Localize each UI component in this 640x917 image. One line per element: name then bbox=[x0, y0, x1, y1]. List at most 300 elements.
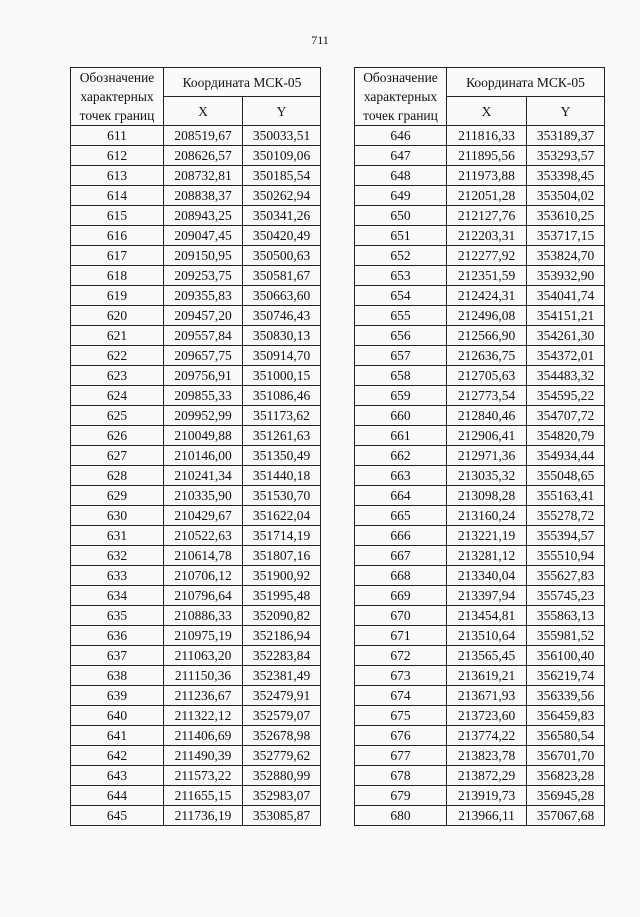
coordinates-table-left bbox=[70, 67, 321, 826]
y-coordinate-cell: 350663,60 bbox=[243, 286, 321, 306]
table-row bbox=[355, 386, 605, 406]
table-row bbox=[71, 646, 321, 666]
table-row bbox=[355, 686, 605, 706]
y-coordinate-cell: 353717,15 bbox=[527, 226, 605, 246]
y-coordinate-cell: 350500,63 bbox=[243, 246, 321, 266]
table-row bbox=[71, 626, 321, 646]
x-coordinate-cell: 211655,15 bbox=[164, 786, 243, 806]
point-number-cell: 666 bbox=[355, 526, 447, 546]
y-coordinate-cell: 353398,45 bbox=[527, 166, 605, 186]
point-number-cell: 661 bbox=[355, 426, 447, 446]
x-coordinate-cell: 209355,83 bbox=[164, 286, 243, 306]
y-coordinate-cell: 350746,43 bbox=[243, 306, 321, 326]
table-row bbox=[71, 586, 321, 606]
x-coordinate-cell: 213966,11 bbox=[447, 806, 527, 826]
x-coordinate-cell: 213454,81 bbox=[447, 606, 527, 626]
x-coordinate-cell: 209253,75 bbox=[164, 266, 243, 286]
table-row bbox=[355, 726, 605, 746]
table-row bbox=[71, 726, 321, 746]
x-coordinate-cell: 213671,93 bbox=[447, 686, 527, 706]
table-row bbox=[71, 146, 321, 166]
point-number-cell: 655 bbox=[355, 306, 447, 326]
point-number-cell: 680 bbox=[355, 806, 447, 826]
y-coordinate-cell: 350341,26 bbox=[243, 206, 321, 226]
table-row bbox=[71, 166, 321, 186]
table-row bbox=[355, 586, 605, 606]
table-row bbox=[355, 486, 605, 506]
y-coordinate-cell: 351995,48 bbox=[243, 586, 321, 606]
table-row bbox=[355, 606, 605, 626]
y-coordinate-cell: 357067,68 bbox=[527, 806, 605, 826]
coordinate-group-header: Координата МСК-05 bbox=[447, 68, 605, 97]
y-coordinate-cell: 351086,46 bbox=[243, 386, 321, 406]
y-coordinate-cell: 355278,72 bbox=[527, 506, 605, 526]
point-number-cell: 620 bbox=[71, 306, 164, 326]
y-coordinate-cell: 351173,62 bbox=[243, 406, 321, 426]
y-coordinate-cell: 355163,41 bbox=[527, 486, 605, 506]
point-number-cell: 633 bbox=[71, 566, 164, 586]
x-coordinate-cell: 213723,60 bbox=[447, 706, 527, 726]
y-coordinate-cell: 351714,19 bbox=[243, 526, 321, 546]
point-header-line-2: характерных bbox=[80, 89, 154, 104]
y-coordinate-cell: 351440,18 bbox=[243, 466, 321, 486]
x-coordinate-cell: 212051,28 bbox=[447, 186, 527, 206]
coordinate-group-header: Координата МСК-05 bbox=[164, 68, 321, 97]
x-coordinate-cell: 210146,00 bbox=[164, 446, 243, 466]
x-coordinate-cell: 210522,63 bbox=[164, 526, 243, 546]
point-designation-header bbox=[71, 68, 164, 126]
table-row bbox=[71, 306, 321, 326]
point-number-cell: 630 bbox=[71, 506, 164, 526]
x-coordinate-cell: 212705,63 bbox=[447, 366, 527, 386]
table-row bbox=[355, 206, 605, 226]
x-coordinate-cell: 211816,33 bbox=[447, 126, 527, 146]
table-row bbox=[355, 346, 605, 366]
point-number-cell: 629 bbox=[71, 486, 164, 506]
table-row bbox=[355, 526, 605, 546]
table-row bbox=[355, 246, 605, 266]
y-coordinate-cell: 350185,54 bbox=[243, 166, 321, 186]
y-coordinate-cell: 350830,13 bbox=[243, 326, 321, 346]
x-coordinate-cell: 210706,12 bbox=[164, 566, 243, 586]
y-coordinate-cell: 355863,13 bbox=[527, 606, 605, 626]
table-row bbox=[71, 506, 321, 526]
y-coordinate-cell: 354820,79 bbox=[527, 426, 605, 446]
x-coordinate-cell: 213919,73 bbox=[447, 786, 527, 806]
y-coordinate-cell: 350581,67 bbox=[243, 266, 321, 286]
table-row bbox=[355, 406, 605, 426]
table-row bbox=[355, 626, 605, 646]
point-number-cell: 649 bbox=[355, 186, 447, 206]
table-row bbox=[71, 286, 321, 306]
table-row bbox=[71, 786, 321, 806]
point-number-cell: 675 bbox=[355, 706, 447, 726]
y-coordinate-cell: 353085,87 bbox=[243, 806, 321, 826]
x-coordinate-cell: 212127,76 bbox=[447, 206, 527, 226]
x-coordinate-cell: 209557,84 bbox=[164, 326, 243, 346]
point-number-cell: 673 bbox=[355, 666, 447, 686]
point-designation-header bbox=[355, 68, 447, 126]
point-number-cell: 612 bbox=[71, 146, 164, 166]
point-number-cell: 677 bbox=[355, 746, 447, 766]
table-row bbox=[355, 266, 605, 286]
table-row bbox=[355, 646, 605, 666]
table-row bbox=[71, 686, 321, 706]
y-coordinate-cell: 354934,44 bbox=[527, 446, 605, 466]
point-number-cell: 651 bbox=[355, 226, 447, 246]
point-number-cell: 678 bbox=[355, 766, 447, 786]
y-coordinate-cell: 352983,07 bbox=[243, 786, 321, 806]
x-coordinate-cell: 210335,90 bbox=[164, 486, 243, 506]
point-number-cell: 672 bbox=[355, 646, 447, 666]
y-coordinate-cell: 351807,16 bbox=[243, 546, 321, 566]
y-coordinate-cell: 352479,91 bbox=[243, 686, 321, 706]
table-row bbox=[71, 246, 321, 266]
page-number: 711 bbox=[311, 33, 329, 47]
x-coordinate-cell: 211895,56 bbox=[447, 146, 527, 166]
x-coordinate-cell: 211736,19 bbox=[164, 806, 243, 826]
table-row bbox=[355, 366, 605, 386]
x-coordinate-cell: 213098,28 bbox=[447, 486, 527, 506]
point-number-cell: 671 bbox=[355, 626, 447, 646]
point-number-cell: 632 bbox=[71, 546, 164, 566]
x-coordinate-cell: 212971,36 bbox=[447, 446, 527, 466]
table-row bbox=[355, 766, 605, 786]
x-coordinate-cell: 210429,67 bbox=[164, 506, 243, 526]
point-number-cell: 647 bbox=[355, 146, 447, 166]
y-coordinate-cell: 351000,15 bbox=[243, 366, 321, 386]
x-coordinate-cell: 213510,64 bbox=[447, 626, 527, 646]
table-row bbox=[355, 466, 605, 486]
point-header-line-2: характерных bbox=[363, 89, 438, 104]
table-header bbox=[71, 68, 321, 126]
point-number-cell: 638 bbox=[71, 666, 164, 686]
y-coordinate-cell: 352283,84 bbox=[243, 646, 321, 666]
point-number-cell: 619 bbox=[71, 286, 164, 306]
point-number-cell: 637 bbox=[71, 646, 164, 666]
y-coordinate-cell: 354595,22 bbox=[527, 386, 605, 406]
point-number-cell: 625 bbox=[71, 406, 164, 426]
point-number-cell: 627 bbox=[71, 446, 164, 466]
y-coordinate-cell: 353293,57 bbox=[527, 146, 605, 166]
table-row bbox=[71, 266, 321, 286]
x-coordinate-cell: 213823,78 bbox=[447, 746, 527, 766]
y-coordinate-cell: 355394,57 bbox=[527, 526, 605, 546]
y-coordinate-cell: 355048,65 bbox=[527, 466, 605, 486]
point-number-cell: 613 bbox=[71, 166, 164, 186]
point-number-cell: 645 bbox=[71, 806, 164, 826]
point-number-cell: 659 bbox=[355, 386, 447, 406]
table-row bbox=[355, 146, 605, 166]
x-coordinate-cell: 208519,67 bbox=[164, 126, 243, 146]
table-row bbox=[71, 666, 321, 686]
table-row bbox=[71, 346, 321, 366]
x-coordinate-cell: 212496,08 bbox=[447, 306, 527, 326]
table-row bbox=[71, 446, 321, 466]
y-coordinate-cell: 353189,37 bbox=[527, 126, 605, 146]
x-header: X bbox=[447, 97, 527, 126]
point-number-cell: 648 bbox=[355, 166, 447, 186]
x-coordinate-cell: 209457,20 bbox=[164, 306, 243, 326]
point-number-cell: 657 bbox=[355, 346, 447, 366]
x-coordinate-cell: 208838,37 bbox=[164, 186, 243, 206]
table-row bbox=[71, 766, 321, 786]
y-coordinate-cell: 352779,62 bbox=[243, 746, 321, 766]
x-coordinate-cell: 213035,32 bbox=[447, 466, 527, 486]
table-row bbox=[355, 126, 605, 146]
y-coordinate-cell: 352381,49 bbox=[243, 666, 321, 686]
x-coordinate-cell: 208626,57 bbox=[164, 146, 243, 166]
x-coordinate-cell: 213221,19 bbox=[447, 526, 527, 546]
table-row bbox=[71, 366, 321, 386]
x-coordinate-cell: 213340,04 bbox=[447, 566, 527, 586]
table-row bbox=[71, 746, 321, 766]
table-header bbox=[355, 68, 605, 126]
x-coordinate-cell: 212277,92 bbox=[447, 246, 527, 266]
table-row bbox=[355, 426, 605, 446]
point-number-cell: 636 bbox=[71, 626, 164, 646]
table-row bbox=[355, 506, 605, 526]
x-coordinate-cell: 213281,12 bbox=[447, 546, 527, 566]
point-number-cell: 628 bbox=[71, 466, 164, 486]
x-coordinate-cell: 209756,91 bbox=[164, 366, 243, 386]
x-coordinate-cell: 212203,31 bbox=[447, 226, 527, 246]
y-coordinate-cell: 356823,28 bbox=[527, 766, 605, 786]
y-coordinate-cell: 356459,83 bbox=[527, 706, 605, 726]
x-coordinate-cell: 210614,78 bbox=[164, 546, 243, 566]
x-coordinate-cell: 213565,45 bbox=[447, 646, 527, 666]
y-coordinate-cell: 353504,02 bbox=[527, 186, 605, 206]
x-coordinate-cell: 209047,45 bbox=[164, 226, 243, 246]
table-row bbox=[71, 126, 321, 146]
point-number-cell: 679 bbox=[355, 786, 447, 806]
point-number-cell: 642 bbox=[71, 746, 164, 766]
x-coordinate-cell: 211322,12 bbox=[164, 706, 243, 726]
y-coordinate-cell: 353610,25 bbox=[527, 206, 605, 226]
y-coordinate-cell: 356339,56 bbox=[527, 686, 605, 706]
table-row bbox=[355, 226, 605, 246]
point-header-line-1: Обозначение bbox=[363, 70, 438, 85]
table-row bbox=[355, 706, 605, 726]
table-row bbox=[355, 806, 605, 826]
y-coordinate-cell: 355745,23 bbox=[527, 586, 605, 606]
table-row bbox=[355, 786, 605, 806]
point-number-cell: 631 bbox=[71, 526, 164, 546]
y-coordinate-cell: 352880,99 bbox=[243, 766, 321, 786]
y-coordinate-cell: 354483,32 bbox=[527, 366, 605, 386]
x-coordinate-cell: 212424,31 bbox=[447, 286, 527, 306]
point-number-cell: 623 bbox=[71, 366, 164, 386]
x-coordinate-cell: 212773,54 bbox=[447, 386, 527, 406]
x-coordinate-cell: 213160,24 bbox=[447, 506, 527, 526]
table-row bbox=[71, 206, 321, 226]
table-row bbox=[355, 186, 605, 206]
point-number-cell: 643 bbox=[71, 766, 164, 786]
x-coordinate-cell: 211406,69 bbox=[164, 726, 243, 746]
y-header: Y bbox=[527, 97, 605, 126]
y-coordinate-cell: 351900,92 bbox=[243, 566, 321, 586]
x-coordinate-cell: 211973,88 bbox=[447, 166, 527, 186]
x-coordinate-cell: 209150,95 bbox=[164, 246, 243, 266]
y-coordinate-cell: 354041,74 bbox=[527, 286, 605, 306]
table-row bbox=[71, 606, 321, 626]
x-coordinate-cell: 213397,94 bbox=[447, 586, 527, 606]
point-number-cell: 622 bbox=[71, 346, 164, 366]
x-coordinate-cell: 212351,59 bbox=[447, 266, 527, 286]
point-number-cell: 614 bbox=[71, 186, 164, 206]
coordinates-table-right bbox=[354, 67, 605, 826]
x-header: X bbox=[164, 97, 243, 126]
table-row bbox=[71, 186, 321, 206]
table-body bbox=[355, 126, 605, 826]
y-coordinate-cell: 351261,63 bbox=[243, 426, 321, 446]
point-number-cell: 662 bbox=[355, 446, 447, 466]
table-row bbox=[355, 666, 605, 686]
y-coordinate-cell: 354151,21 bbox=[527, 306, 605, 326]
point-header-line-3: точек границ bbox=[79, 108, 155, 123]
point-number-cell: 658 bbox=[355, 366, 447, 386]
x-coordinate-cell: 210796,64 bbox=[164, 586, 243, 606]
table-row bbox=[71, 466, 321, 486]
x-coordinate-cell: 212840,46 bbox=[447, 406, 527, 426]
y-coordinate-cell: 356219,74 bbox=[527, 666, 605, 686]
table-row bbox=[71, 806, 321, 826]
x-coordinate-cell: 213619,21 bbox=[447, 666, 527, 686]
point-number-cell: 654 bbox=[355, 286, 447, 306]
point-number-cell: 634 bbox=[71, 586, 164, 606]
table-row bbox=[71, 406, 321, 426]
x-coordinate-cell: 211236,67 bbox=[164, 686, 243, 706]
point-number-cell: 653 bbox=[355, 266, 447, 286]
x-coordinate-cell: 213774,22 bbox=[447, 726, 527, 746]
y-coordinate-cell: 351622,04 bbox=[243, 506, 321, 526]
y-coordinate-cell: 352678,98 bbox=[243, 726, 321, 746]
y-coordinate-cell: 354707,72 bbox=[527, 406, 605, 426]
y-coordinate-cell: 352090,82 bbox=[243, 606, 321, 626]
point-header-line-1: Обозначение bbox=[79, 70, 155, 85]
point-number-cell: 674 bbox=[355, 686, 447, 706]
x-coordinate-cell: 210049,88 bbox=[164, 426, 243, 446]
point-number-cell: 646 bbox=[355, 126, 447, 146]
x-coordinate-cell: 211490,39 bbox=[164, 746, 243, 766]
x-coordinate-cell: 213872,29 bbox=[447, 766, 527, 786]
table-row bbox=[355, 166, 605, 186]
x-coordinate-cell: 211573,22 bbox=[164, 766, 243, 786]
point-number-cell: 644 bbox=[71, 786, 164, 806]
point-number-cell: 656 bbox=[355, 326, 447, 346]
y-coordinate-cell: 353932,90 bbox=[527, 266, 605, 286]
table-row bbox=[71, 566, 321, 586]
table-row bbox=[71, 326, 321, 346]
table-row bbox=[71, 386, 321, 406]
point-number-cell: 617 bbox=[71, 246, 164, 266]
table-row bbox=[355, 286, 605, 306]
y-coordinate-cell: 350420,49 bbox=[243, 226, 321, 246]
y-coordinate-cell: 351350,49 bbox=[243, 446, 321, 466]
y-coordinate-cell: 356580,54 bbox=[527, 726, 605, 746]
y-coordinate-cell: 354261,30 bbox=[527, 326, 605, 346]
table-row bbox=[355, 746, 605, 766]
point-number-cell: 621 bbox=[71, 326, 164, 346]
x-coordinate-cell: 210886,33 bbox=[164, 606, 243, 626]
y-coordinate-cell: 350109,06 bbox=[243, 146, 321, 166]
table-row bbox=[71, 546, 321, 566]
x-coordinate-cell: 210975,19 bbox=[164, 626, 243, 646]
y-coordinate-cell: 352579,07 bbox=[243, 706, 321, 726]
point-number-cell: 635 bbox=[71, 606, 164, 626]
x-coordinate-cell: 209657,75 bbox=[164, 346, 243, 366]
x-coordinate-cell: 212636,75 bbox=[447, 346, 527, 366]
point-number-cell: 652 bbox=[355, 246, 447, 266]
y-coordinate-cell: 356701,70 bbox=[527, 746, 605, 766]
table-row bbox=[71, 526, 321, 546]
point-number-cell: 669 bbox=[355, 586, 447, 606]
point-number-cell: 670 bbox=[355, 606, 447, 626]
point-number-cell: 640 bbox=[71, 706, 164, 726]
table-row bbox=[71, 486, 321, 506]
point-header-line-3: точек границ bbox=[363, 108, 438, 123]
y-coordinate-cell: 350033,51 bbox=[243, 126, 321, 146]
table-row bbox=[71, 706, 321, 726]
table-row bbox=[355, 326, 605, 346]
y-coordinate-cell: 350262,94 bbox=[243, 186, 321, 206]
x-coordinate-cell: 208732,81 bbox=[164, 166, 243, 186]
y-coordinate-cell: 353824,70 bbox=[527, 246, 605, 266]
y-coordinate-cell: 355510,94 bbox=[527, 546, 605, 566]
point-number-cell: 660 bbox=[355, 406, 447, 426]
point-number-cell: 663 bbox=[355, 466, 447, 486]
x-coordinate-cell: 208943,25 bbox=[164, 206, 243, 226]
table-row bbox=[71, 226, 321, 246]
point-number-cell: 618 bbox=[71, 266, 164, 286]
x-coordinate-cell: 211063,20 bbox=[164, 646, 243, 666]
x-coordinate-cell: 212566,90 bbox=[447, 326, 527, 346]
point-number-cell: 668 bbox=[355, 566, 447, 586]
point-number-cell: 616 bbox=[71, 226, 164, 246]
x-coordinate-cell: 209952,99 bbox=[164, 406, 243, 426]
table-row bbox=[71, 426, 321, 446]
point-number-cell: 611 bbox=[71, 126, 164, 146]
point-number-cell: 626 bbox=[71, 426, 164, 446]
table-row bbox=[355, 546, 605, 566]
point-number-cell: 665 bbox=[355, 506, 447, 526]
y-coordinate-cell: 355627,83 bbox=[527, 566, 605, 586]
point-number-cell: 650 bbox=[355, 206, 447, 226]
point-number-cell: 667 bbox=[355, 546, 447, 566]
y-coordinate-cell: 356945,28 bbox=[527, 786, 605, 806]
y-coordinate-cell: 355981,52 bbox=[527, 626, 605, 646]
table-row bbox=[355, 566, 605, 586]
point-number-cell: 664 bbox=[355, 486, 447, 506]
y-coordinate-cell: 351530,70 bbox=[243, 486, 321, 506]
y-header: Y bbox=[243, 97, 321, 126]
x-coordinate-cell: 211150,36 bbox=[164, 666, 243, 686]
x-coordinate-cell: 210241,34 bbox=[164, 466, 243, 486]
y-coordinate-cell: 354372,01 bbox=[527, 346, 605, 366]
table-body bbox=[71, 126, 321, 826]
x-coordinate-cell: 209855,33 bbox=[164, 386, 243, 406]
point-number-cell: 624 bbox=[71, 386, 164, 406]
table-row bbox=[355, 446, 605, 466]
point-number-cell: 615 bbox=[71, 206, 164, 226]
y-coordinate-cell: 356100,40 bbox=[527, 646, 605, 666]
y-coordinate-cell: 350914,70 bbox=[243, 346, 321, 366]
point-number-cell: 676 bbox=[355, 726, 447, 746]
x-coordinate-cell: 212906,41 bbox=[447, 426, 527, 446]
y-coordinate-cell: 352186,94 bbox=[243, 626, 321, 646]
point-number-cell: 641 bbox=[71, 726, 164, 746]
point-number-cell: 639 bbox=[71, 686, 164, 706]
